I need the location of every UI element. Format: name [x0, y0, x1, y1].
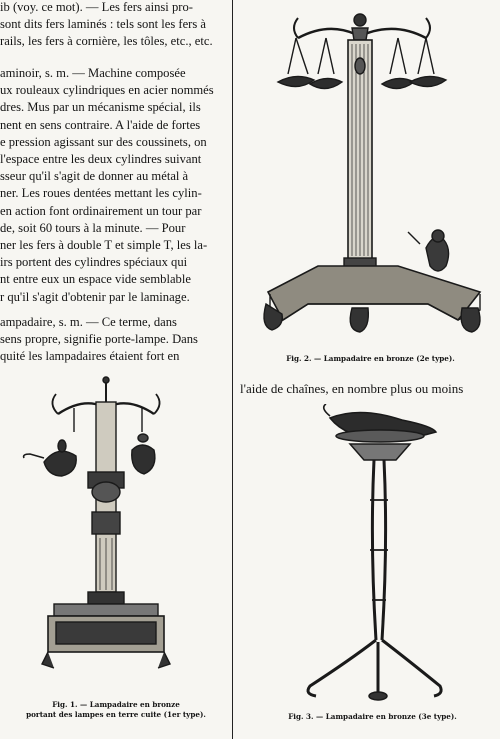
fig1-lampadaire-illustration	[18, 372, 218, 672]
text-line: ux rouleaux cylindriques en acier nommés	[0, 83, 214, 98]
text-line: ib (voy. ce mot). — Les fers ainsi pro-	[0, 0, 193, 14]
text-line: quité les lampadaires étaient fort en	[0, 349, 180, 364]
right-column-text: l'aide de chaînes, en nombre plus ou moins	[240, 381, 464, 396]
laminoir-entry	[0, 65, 232, 306]
text-line: ner les fers à double T et simple T, les la-	[0, 238, 208, 253]
text-line: l'espace entre les deux cylindres suivant	[0, 152, 202, 167]
text-line: e pression agissant sur des coussinets, on	[0, 134, 207, 149]
text-line: nent en sens contraire. A l'aide de fortes	[0, 117, 201, 132]
text-line: ner. Les roues dentées mettant les cylin-	[0, 186, 202, 201]
text-line: aminoir, s. m. — Machine composée	[0, 66, 186, 80]
text-line: sseur qu'il s'agit de donner au métal à	[0, 169, 189, 184]
fer-lamine-paragraph	[0, 0, 232, 51]
fig1-caption	[10, 700, 222, 720]
text-line: nt entre eux un espace vide semblable	[0, 272, 191, 287]
caption-line: portant des lampes en terre cuite (1er type).	[26, 710, 206, 719]
caption-line: Fig. 1. — Lampadaire en bronze	[52, 700, 180, 709]
fig2-caption	[248, 354, 493, 364]
text-line: irs portent des cylindres spéciaux qui	[0, 255, 188, 270]
fig3-caption	[250, 712, 495, 722]
text-line: rails, les fers à cornière, les tôles, etc., etc.	[0, 34, 213, 49]
fig2-lampadaire-illustration	[248, 4, 493, 344]
column-divider	[232, 0, 233, 739]
text-line: en action font ordinairement un tour par	[0, 203, 202, 218]
fig3-lampadaire-illustration	[290, 404, 450, 704]
text-line: ampadaire, s. m. — Ce terme, dans	[0, 315, 177, 329]
lampadaire-entry	[0, 314, 232, 366]
text-line: de, soit 60 tours à la minute. — Pour	[0, 220, 186, 235]
caption-line: Fig. 3. — Lampadaire en bronze (3e type).	[288, 712, 457, 721]
text-line: sont dits fers laminés : tels sont les fers à	[0, 17, 207, 32]
text-line: sens propre, signifie porte-lampe. Dans	[0, 332, 198, 347]
caption-line: Fig. 2. — Lampadaire en bronze (2e type).	[286, 354, 455, 363]
text-line: r qu'il s'agit d'obtenir par le laminage.	[0, 289, 190, 304]
text-line: dres. Mus par un mécanisme spécial, ils	[0, 100, 201, 115]
